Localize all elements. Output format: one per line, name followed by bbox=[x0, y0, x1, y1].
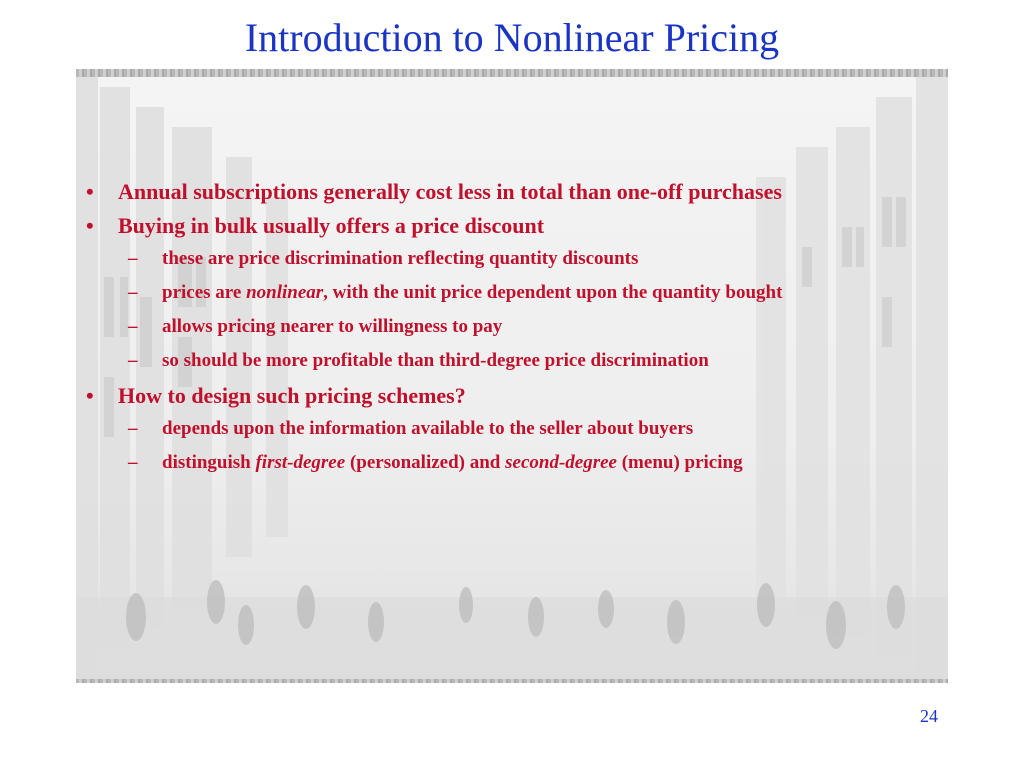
sub-bullet-item bbox=[76, 450, 936, 475]
sub-bullet-item bbox=[76, 280, 936, 305]
bullet-text: Annual subscriptions generally cost less in total than one-off purchases bbox=[118, 179, 782, 204]
top-rule bbox=[76, 69, 948, 77]
slide-title: Introduction to Nonlinear Pricing bbox=[244, 15, 780, 60]
sub-bullet-text: depends upon the information available to the seller about buyers bbox=[162, 418, 694, 439]
sub-bullet-item bbox=[76, 348, 936, 373]
slide-body bbox=[76, 178, 936, 475]
bottom-rule bbox=[76, 679, 948, 683]
sub-bullet-text-b: (personalized) and bbox=[345, 452, 506, 473]
sub-bullet-emphasis: nonlinear bbox=[246, 282, 324, 303]
sub-bullet-text-a: distinguish bbox=[162, 452, 256, 473]
sub-bullet-emphasis-second: second-degree bbox=[505, 452, 617, 473]
sub-bullet-text: these are price discrimination reflecting quantity discounts bbox=[162, 248, 639, 269]
dash-mark: – bbox=[128, 282, 138, 303]
sub-bullet-item bbox=[76, 246, 936, 271]
sub-bullet-text-b: , with the unit price dependent upon the quantity bought bbox=[323, 282, 783, 303]
bullet-item bbox=[76, 212, 936, 240]
bullet-mark: • bbox=[86, 179, 94, 204]
bullet-text: Buying in bulk usually offers a price discount bbox=[118, 213, 545, 238]
page-number: 24 bbox=[920, 706, 938, 726]
bullet-text: How to design such pricing schemes? bbox=[118, 383, 466, 408]
dash-mark: – bbox=[128, 316, 138, 337]
bullet-item bbox=[76, 178, 936, 206]
sub-bullet-item bbox=[76, 416, 936, 441]
sub-bullet-emphasis-first: first-degree bbox=[255, 452, 346, 473]
bullet-mark: • bbox=[86, 383, 94, 408]
bullet-mark: • bbox=[86, 213, 94, 238]
sub-bullet-item bbox=[76, 314, 936, 339]
dash-mark: – bbox=[128, 418, 138, 439]
sub-bullet-text: allows pricing nearer to willingness to pay bbox=[162, 316, 503, 337]
sub-bullet-text: so should be more profitable than third-degree price discrimination bbox=[162, 350, 709, 371]
sub-bullet-text-a: prices are bbox=[162, 282, 247, 303]
dash-mark: – bbox=[128, 452, 138, 473]
dash-mark: – bbox=[128, 350, 138, 371]
bullet-item bbox=[76, 382, 936, 410]
dash-mark: – bbox=[128, 248, 138, 269]
sub-bullet-text-c: (menu) pricing bbox=[616, 452, 743, 473]
